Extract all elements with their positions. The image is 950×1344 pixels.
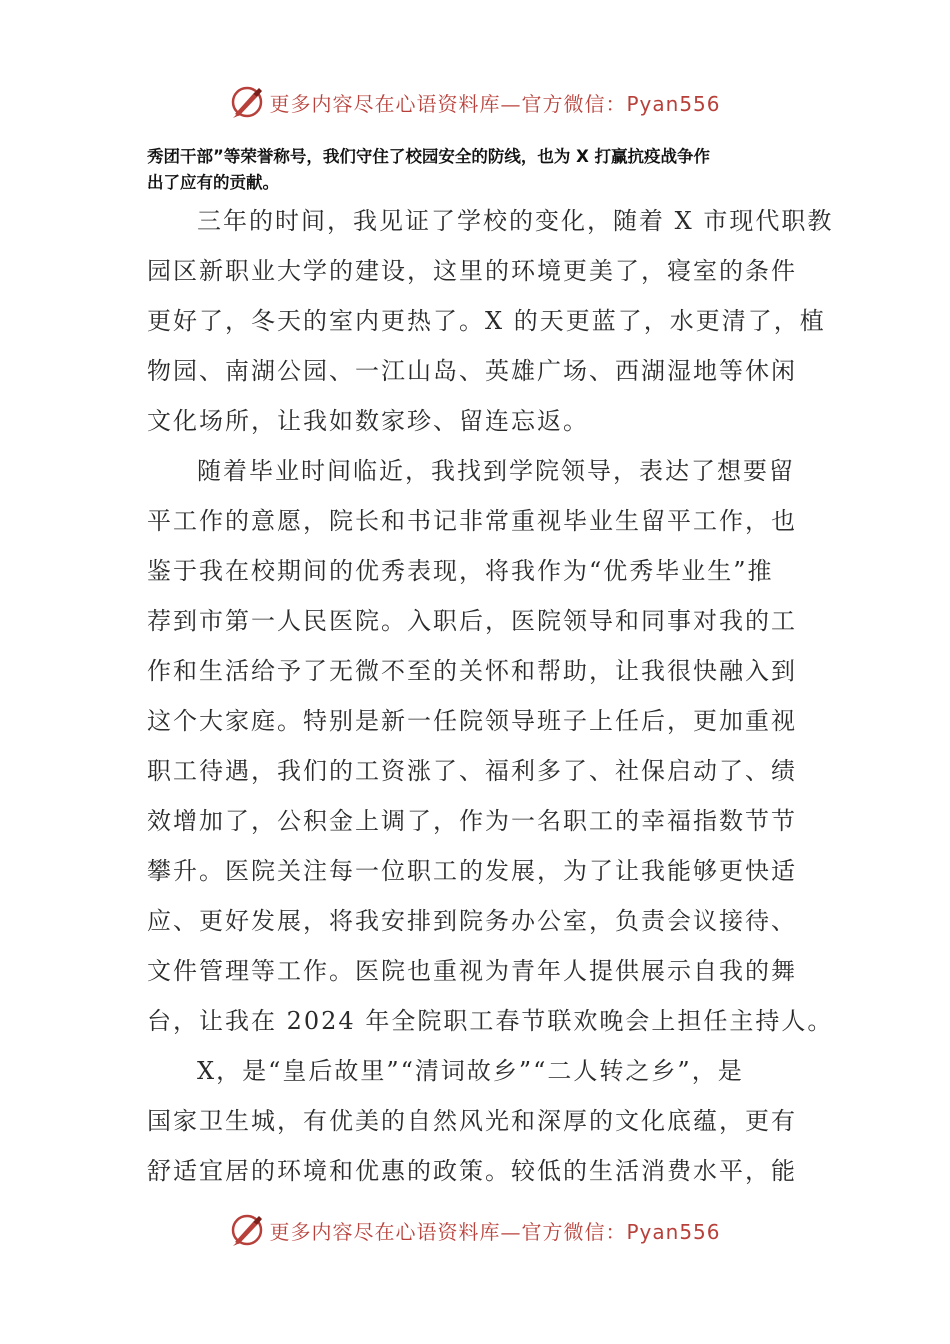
carry-over-text — [147, 144, 827, 196]
header-banner-text — [269, 88, 720, 117]
footer-banner-label: 更多内容尽在心语资料库—官方微信： — [269, 1219, 627, 1244]
pen-logo-icon — [229, 1212, 265, 1248]
pen-logo-icon — [229, 84, 265, 120]
text-line: 效增加了，公积金上调了，作为一名职工的幸福指数节节 — [147, 807, 797, 835]
text-line: 职工待遇，我们的工资涨了、福利多了、社保启动了、绩 — [147, 757, 797, 785]
text-line: 园区新职业大学的建设，这里的环境更美了，寝室的条件 — [147, 257, 797, 285]
carry-over-line: 出了应有的贡献。 — [147, 173, 279, 192]
text-line: 文件管理等工作。医院也重视为青年人提供展示自我的舞 — [147, 957, 797, 985]
text-line: 物园、南湖公园、一江山岛、英雄广场、西湖湿地等休闲 — [147, 357, 797, 385]
text-line: 攀升。医院关注每一位职工的发展，为了让我能够更快适 — [147, 857, 797, 885]
carry-over-line: 秀团干部”等荣誉称号，我们守住了校园安全的防线，也为 X 打赢抗疫战争作 — [147, 147, 711, 166]
header-wechat-id: Pyan556 — [626, 91, 721, 116]
footer-wechat-id: Pyan556 — [626, 1219, 721, 1244]
header-banner — [0, 82, 950, 122]
text-line: 这个大家庭。特别是新一任院领导班子上任后，更加重视 — [147, 707, 797, 735]
text-line: 荐到市第一人民医院。入职后，医院领导和同事对我的工 — [147, 607, 797, 635]
text-line: 台，让我在 2024 年全院职工春节联欢晚会上担任主持人。 — [147, 1007, 834, 1035]
footer-banner — [0, 1210, 950, 1250]
footer-banner-text — [269, 1216, 720, 1245]
paragraph-2 — [147, 446, 834, 1046]
text-line: 三年的时间，我见证了学校的变化，随着 X 市现代职教 — [197, 207, 834, 235]
text-line: 应、更好发展，将我安排到院务办公室，负责会议接待、 — [147, 907, 797, 935]
text-line: 随着毕业时间临近，我找到学院领导，表达了想要留 — [197, 457, 795, 485]
text-line: 平工作的意愿，院长和书记非常重视毕业生留平工作，也 — [147, 507, 797, 535]
text-line: 文化场所，让我如数家珍、留连忘返。 — [147, 407, 589, 435]
header-banner-label: 更多内容尽在心语资料库—官方微信： — [269, 91, 627, 116]
text-line: 作和生活给予了无微不至的关怀和帮助，让我很快融入到 — [147, 657, 797, 685]
text-line: X，是“皇后故里”“清词故乡”“二人转之乡”，是 — [197, 1057, 744, 1085]
text-line: 舒适宜居的环境和优惠的政策。较低的生活消费水平，能 — [147, 1157, 797, 1185]
paragraph-1 — [147, 196, 834, 446]
paragraph-3 — [147, 1046, 812, 1196]
text-line: 鉴于我在校期间的优秀表现，将我作为“优秀毕业生”推 — [147, 557, 774, 585]
document-body — [147, 196, 834, 1196]
text-line: 国家卫生城，有优美的自然风光和深厚的文化底蕴，更有 — [147, 1107, 797, 1135]
text-line: 更好了，冬天的室内更热了。X 的天更蓝了，水更清了，植 — [147, 307, 826, 335]
